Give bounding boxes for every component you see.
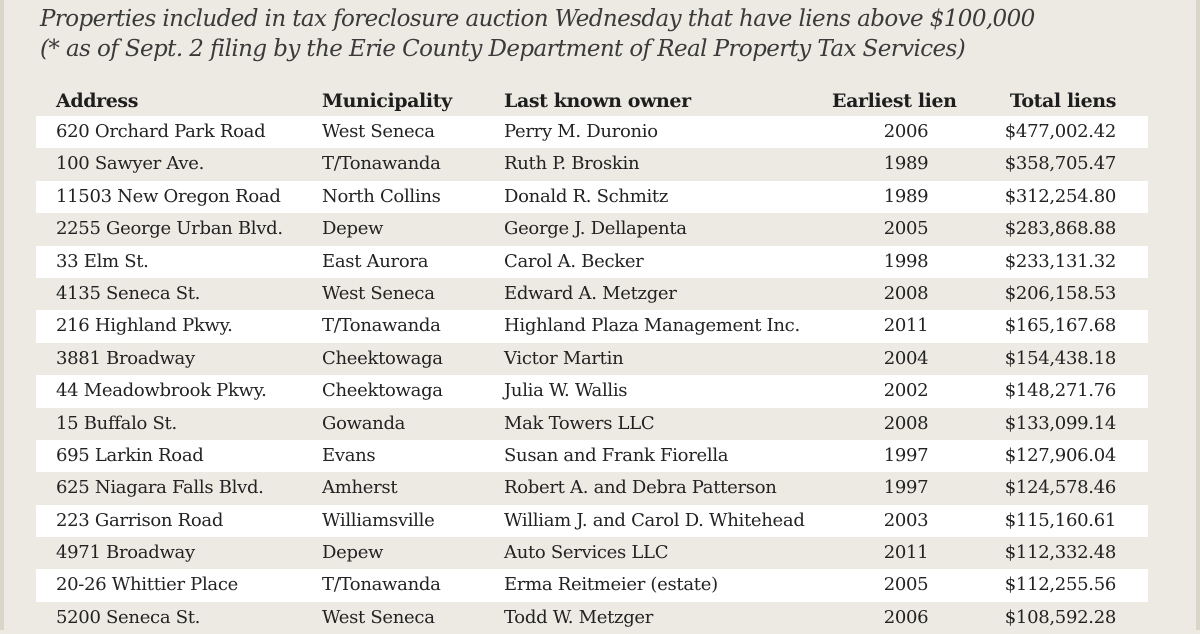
caption-line-1: Properties included in tax foreclosure auction Wednesday that have liens above $100,000 — [40, 6, 1035, 32]
cell-address: 2255 George Urban Blvd. — [56, 218, 283, 240]
cell-municipality: North Collins — [322, 185, 441, 207]
table-body — [36, 116, 1148, 634]
cell-address: 100 Sawyer Ave. — [56, 153, 205, 175]
table-row — [36, 375, 1148, 407]
table-row — [36, 246, 1148, 278]
table-row — [36, 408, 1148, 440]
caption-line-2: (* as of Sept. 2 filing by the Erie County Department of Real Property Tax Services) — [40, 36, 966, 62]
cell-total-liens: $312,254.80 — [1004, 185, 1116, 207]
cell-owner: Ruth P. Broskin — [504, 153, 640, 175]
cell-address: 20-26 Whittier Place — [56, 574, 238, 596]
cell-earliest-lien: 2005 — [883, 218, 929, 240]
cell-total-liens: $127,906.04 — [1004, 444, 1116, 466]
cell-earliest-lien: 1997 — [883, 444, 929, 466]
cell-total-liens: $133,099.14 — [1004, 412, 1116, 434]
cell-address: 11503 New Oregon Road — [56, 185, 281, 207]
cell-municipality: Depew — [322, 218, 384, 240]
cell-owner: Todd W. Metzger — [504, 606, 654, 628]
cell-owner: Highland Plaza Management Inc. — [504, 315, 800, 337]
table-row — [36, 278, 1148, 310]
cell-address: 223 Garrison Road — [56, 509, 224, 531]
cell-owner: Victor Martin — [504, 347, 624, 369]
cell-municipality: Gowanda — [322, 412, 406, 434]
cell-earliest-lien: 2004 — [883, 347, 929, 369]
cell-address: 33 Elm St. — [56, 250, 149, 272]
cell-earliest-lien: 2008 — [883, 412, 929, 434]
cell-address: 44 Meadowbrook Pkwy. — [56, 380, 267, 402]
cell-total-liens: $108,592.28 — [1004, 606, 1116, 628]
table-row — [36, 440, 1148, 472]
cell-total-liens: $124,578.46 — [1004, 477, 1116, 499]
cell-address: 216 Highland Pkwy. — [56, 315, 233, 337]
cell-total-liens: $148,271.76 — [1004, 380, 1116, 402]
cell-municipality: T/Tonawanda — [322, 153, 441, 175]
cell-total-liens: $115,160.61 — [1004, 509, 1116, 531]
cell-owner: Susan and Frank Fiorella — [504, 444, 729, 466]
cell-total-liens: $112,255.56 — [1004, 574, 1116, 596]
cell-municipality: Amherst — [322, 477, 398, 499]
cell-earliest-lien: 1998 — [883, 250, 929, 272]
table-row — [36, 148, 1148, 180]
table-row — [36, 213, 1148, 245]
table-header — [36, 86, 1148, 116]
cell-earliest-lien: 2011 — [883, 315, 929, 337]
cell-total-liens: $283,868.88 — [1004, 218, 1116, 240]
cell-owner: Julia W. Wallis — [504, 380, 628, 402]
column-header-address: Address — [56, 90, 139, 112]
cell-total-liens: $358,705.47 — [1004, 153, 1116, 175]
cell-address: 3881 Broadway — [56, 347, 195, 369]
cell-municipality: Evans — [322, 444, 376, 466]
table-row — [36, 602, 1148, 634]
cell-municipality: West Seneca — [322, 606, 435, 628]
cell-owner: Mak Towers LLC — [504, 412, 655, 434]
cell-owner: George J. Dellapenta — [504, 218, 687, 240]
cell-owner: Carol A. Becker — [504, 250, 644, 272]
cell-address: 4971 Broadway — [56, 542, 195, 564]
cell-municipality: West Seneca — [322, 121, 435, 142]
cell-owner: Erma Reitmeier (estate) — [504, 574, 718, 596]
cell-earliest-lien: 1997 — [883, 477, 929, 499]
cell-total-liens: $233,131.32 — [1004, 250, 1116, 272]
table-row — [36, 569, 1148, 601]
cell-owner: William J. and Carol D. Whitehead — [504, 509, 805, 531]
cell-earliest-lien: 1989 — [883, 153, 929, 175]
cell-address: 5200 Seneca St. — [56, 606, 201, 628]
table-row — [36, 505, 1148, 537]
column-header-owner: Last known owner — [504, 90, 691, 112]
column-header-earliest-lien: Earliest lien — [832, 90, 957, 112]
table-row — [36, 343, 1148, 375]
table-row — [36, 472, 1148, 504]
cell-municipality: T/Tonawanda — [322, 315, 441, 337]
cell-municipality: West Seneca — [322, 282, 435, 304]
cell-total-liens: $477,002.42 — [1004, 121, 1116, 142]
cell-owner: Robert A. and Debra Patterson — [504, 477, 777, 499]
cell-address: 15 Buffalo St. — [56, 412, 177, 434]
table-row — [36, 310, 1148, 342]
table-row — [36, 116, 1148, 148]
cell-municipality: Cheektowaga — [322, 380, 443, 402]
caption — [40, 4, 1160, 64]
right-border — [1196, 0, 1200, 630]
cell-earliest-lien: 2003 — [883, 509, 929, 531]
cell-total-liens: $165,167.68 — [1004, 315, 1116, 337]
table-row — [36, 537, 1148, 569]
cell-total-liens: $206,158.53 — [1004, 282, 1116, 304]
cell-address: 625 Niagara Falls Blvd. — [56, 477, 264, 499]
cell-municipality: Cheektowaga — [322, 347, 443, 369]
cell-earliest-lien: 2008 — [883, 282, 929, 304]
column-header-total-liens: Total liens — [1009, 90, 1116, 112]
cell-address: 620 Orchard Park Road — [56, 121, 266, 142]
cell-municipality: Depew — [322, 542, 384, 564]
cell-earliest-lien: 2005 — [883, 574, 929, 596]
cell-earliest-lien: 2011 — [883, 542, 929, 564]
cell-municipality: T/Tonawanda — [322, 574, 441, 596]
cell-earliest-lien: 2006 — [883, 606, 929, 628]
left-border — [0, 0, 4, 630]
cell-owner: Perry M. Duronio — [504, 121, 658, 142]
cell-owner: Donald R. Schmitz — [504, 185, 669, 207]
column-header-municipality: Municipality — [322, 90, 452, 112]
cell-earliest-lien: 2006 — [883, 121, 929, 142]
cell-address: 4135 Seneca St. — [56, 282, 201, 304]
table-row — [36, 181, 1148, 213]
cell-earliest-lien: 1989 — [883, 185, 929, 207]
cell-address: 695 Larkin Road — [56, 444, 204, 466]
cell-owner: Auto Services LLC — [504, 542, 669, 564]
cell-earliest-lien: 2002 — [883, 380, 929, 402]
cell-owner: Edward A. Metzger — [504, 282, 677, 304]
cell-municipality: Williamsville — [322, 509, 435, 531]
cell-total-liens: $154,438.18 — [1004, 347, 1116, 369]
cell-total-liens: $112,332.48 — [1004, 542, 1116, 564]
cell-municipality: East Aurora — [322, 250, 429, 272]
